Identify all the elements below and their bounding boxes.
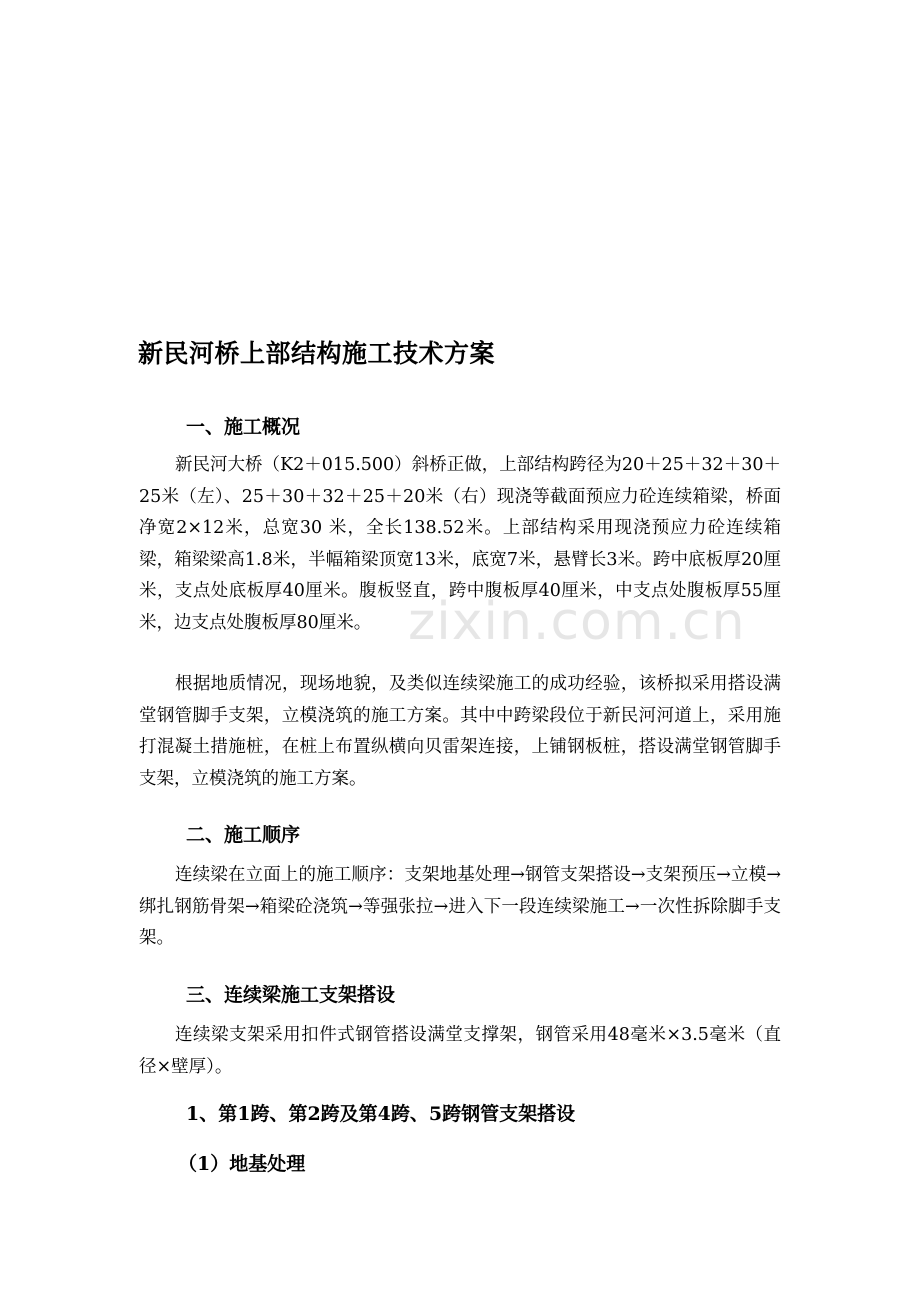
section-heading-sequence: 二、施工顺序 [186,824,301,846]
section-heading-overview: 一、施工概况 [186,416,301,438]
paragraph-support: 连续梁支架采用扣件式钢管搭设满堂支撑架，钢管采用48毫米×3.5毫米（直径×壁厚）。 [139,1025,781,1077]
section-heading-support: 三、连续梁施工支架搭设 [186,984,396,1006]
subheading-span-support: 1、第1跨、第2跨及第4跨、5跨钢管支架搭设 [186,1103,576,1125]
watermark: zixin.com.cn [408,592,746,652]
subheading-foundation: （1）地基处理 [178,1153,306,1175]
paragraph-overview-1: 新民河大桥（K2＋015.500）斜桥正做，上部结构跨径为20＋25＋32＋30＋25米（左）、25＋30＋32＋25＋20米（右）现浇等截面预应力砼连续箱梁，桥面净宽2×12米，总宽30 米，全长138.52米。上部结构采用现浇预应力砼连续箱梁，箱梁梁高1.8米，半幅箱梁顶宽13米，底宽7米，悬臂长3米。跨中底板厚20厘米，支点处底板厚40厘米。腹板竖直，跨中腹板厚40厘米，中支点处腹板厚55厘米，边支点处腹板厚80厘米。 [139,455,781,633]
document-title: 新民河桥上部结构施工技术方案 [138,339,496,368]
paragraph-sequence: 连续梁在立面上的施工顺序：支架地基处理→钢管支架搭设→支架预压→立模→绑扎钢筋骨架→箱梁砼浇筑→等强张拉→进入下一段连续梁施工→一次性拆除脚手支架。 [139,865,781,948]
paragraph-overview-2: 根据地质情况，现场地貌，及类似连续梁施工的成功经验，该桥拟采用搭设满堂钢管脚手支架，立模浇筑的施工方案。其中中跨梁段位于新民河河道上，采用施打混凝土措施桩，在桩上布置纵横向贝雷架连接，上铺钢板桩，搭设满堂钢管脚手支架，立模浇筑的施工方案。 [139,674,781,789]
